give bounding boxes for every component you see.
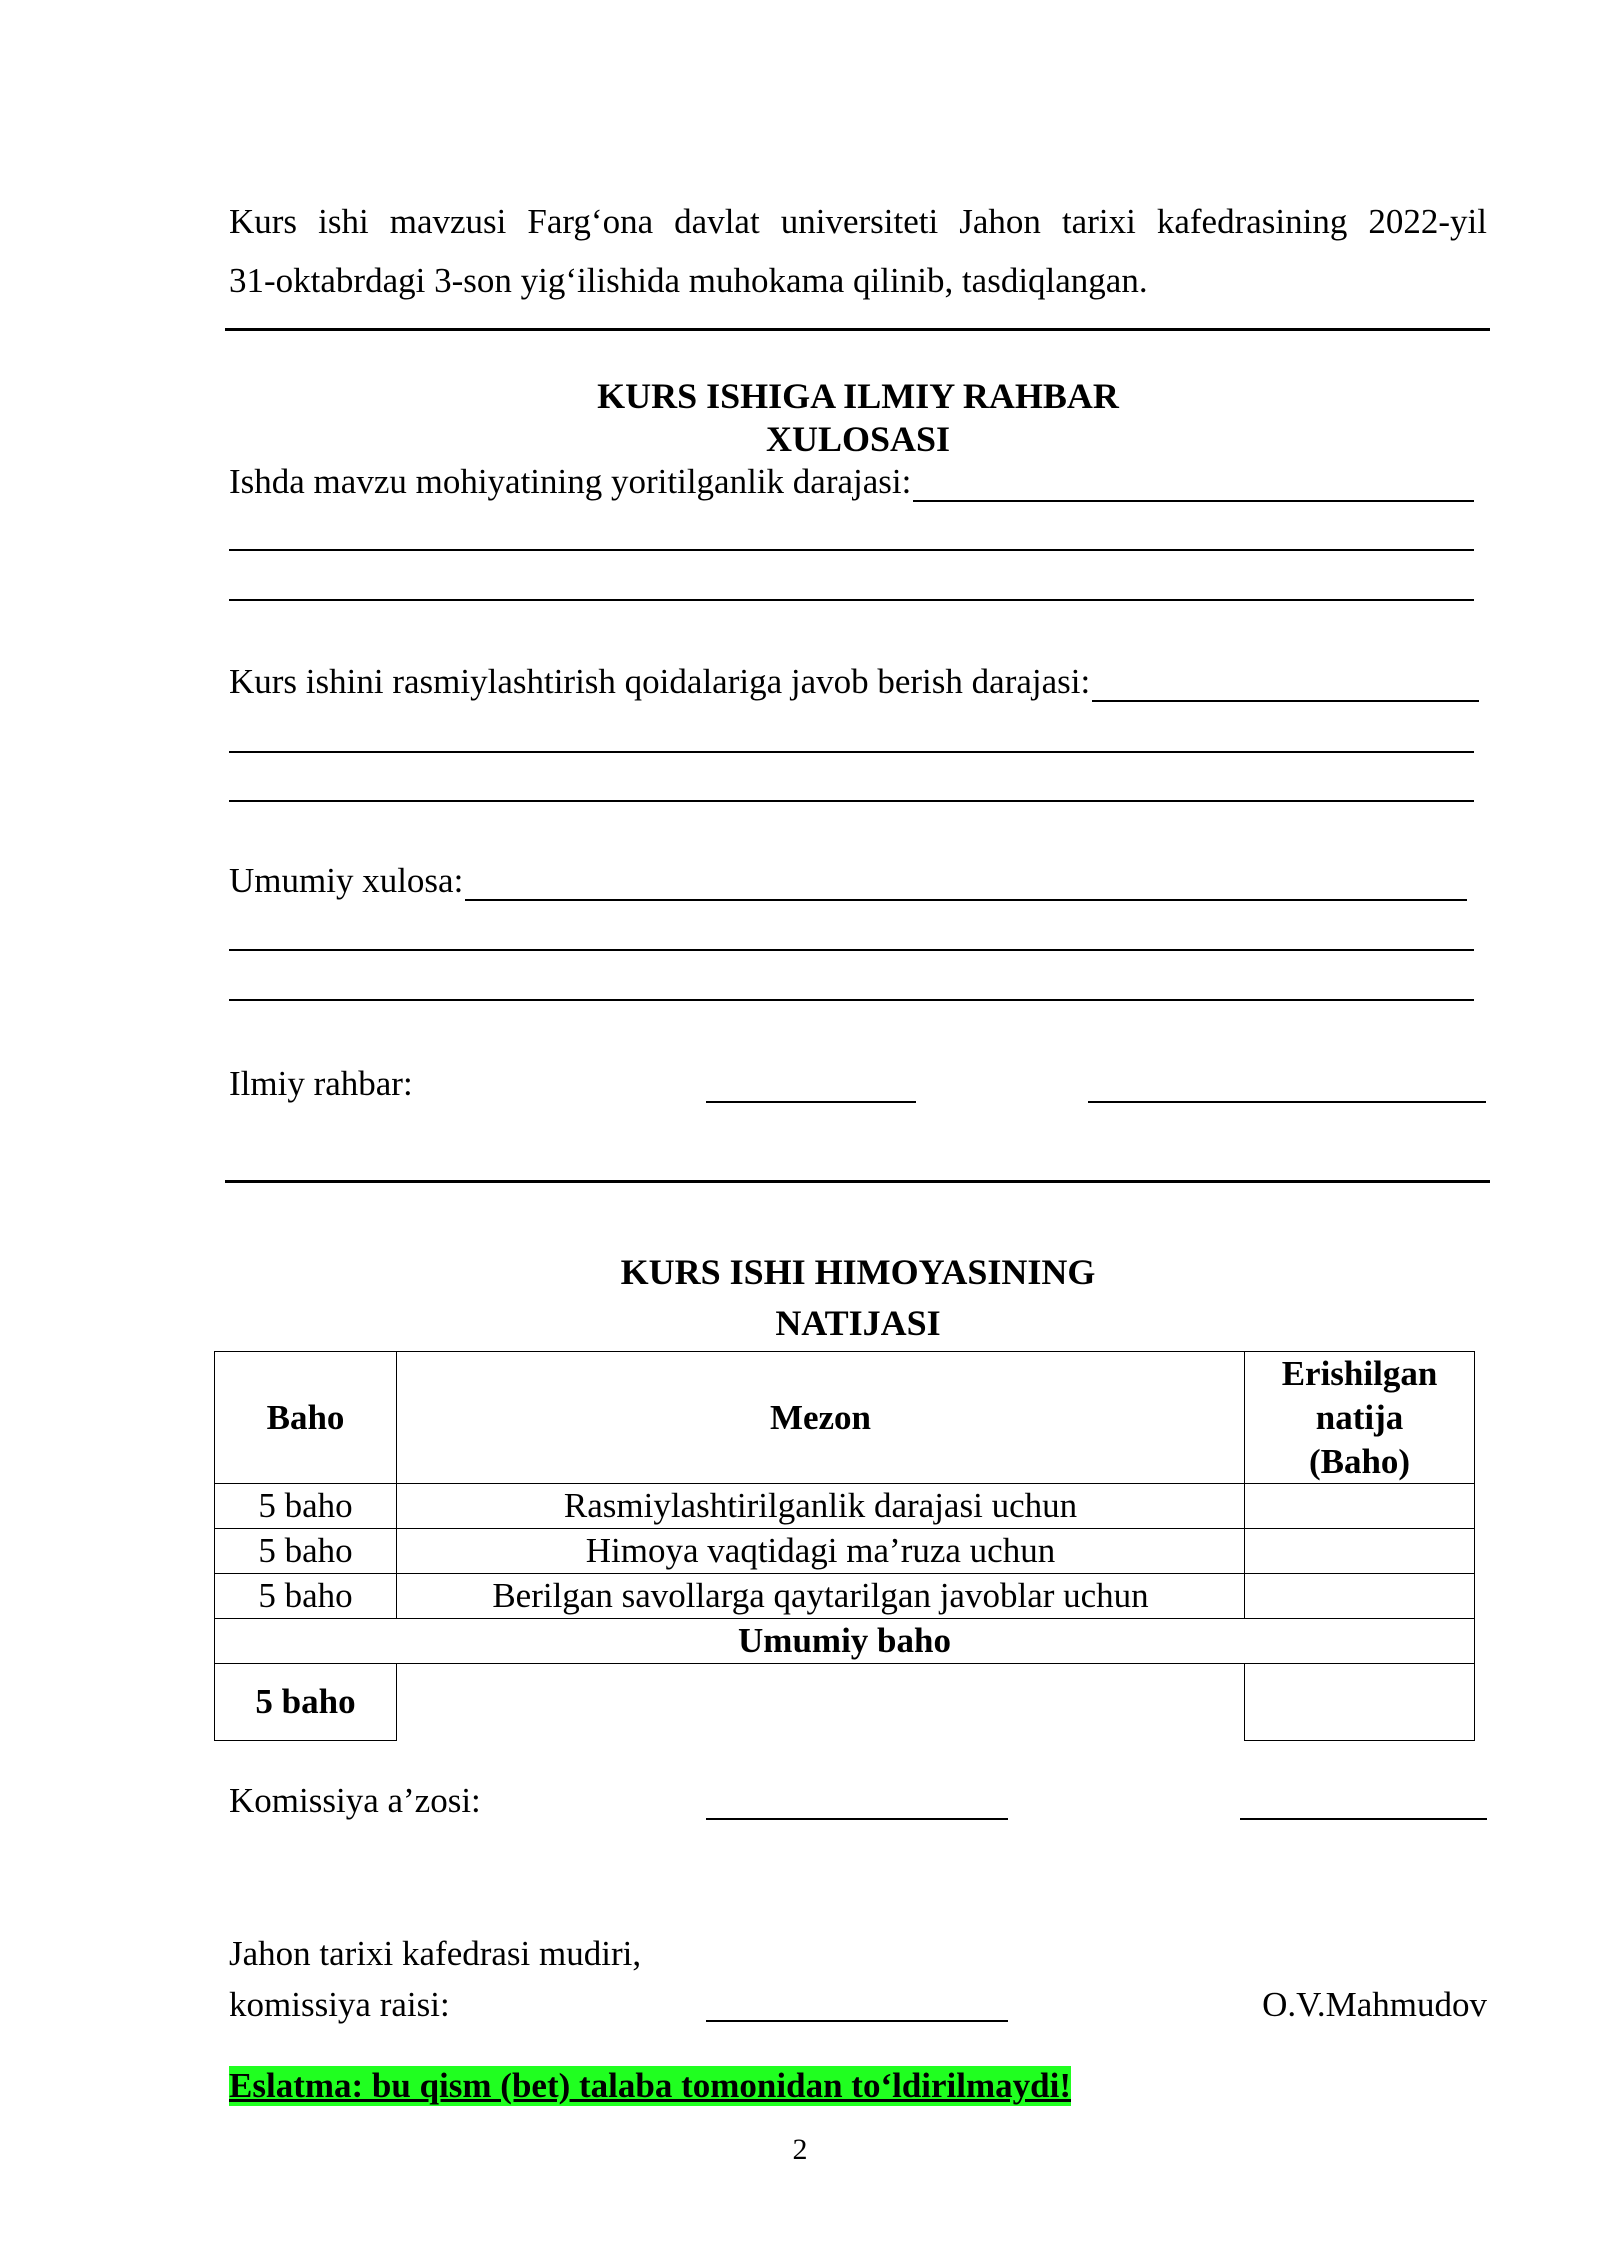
general-conclusion-blank[interactable] bbox=[465, 869, 1467, 901]
formatting-compliance-line-2[interactable] bbox=[229, 751, 1474, 753]
total-result-cell[interactable] bbox=[1245, 1664, 1475, 1741]
defense-results-table bbox=[214, 1351, 1475, 1741]
page-number: 2 bbox=[792, 2133, 808, 2166]
intro-line-1: Kurs ishi mavzusi Farg‘ona davlat universiteti Jahon tarixi kafedrasining 2022-yil bbox=[229, 202, 1487, 241]
section-divider-middle bbox=[225, 1180, 1490, 1183]
general-conclusion-label: Umumiy xulosa: bbox=[229, 861, 464, 900]
row-result-cell[interactable] bbox=[1245, 1484, 1475, 1529]
section-divider-top bbox=[225, 328, 1490, 331]
row-criterion: Berilgan savollarga qaytarilgan javoblar uchun bbox=[397, 1574, 1245, 1619]
row-criterion: Rasmiylashtirilganlik darajasi uchun bbox=[397, 1484, 1245, 1529]
supervisor-signature-label: Ilmiy rahbar: bbox=[229, 1064, 413, 1103]
supervisor-name-blank[interactable] bbox=[1088, 1101, 1486, 1103]
table-row bbox=[215, 1574, 1475, 1619]
general-conclusion-field[interactable] bbox=[229, 861, 1467, 901]
table-row bbox=[215, 1484, 1475, 1529]
row-grade: 5 baho bbox=[215, 1574, 397, 1619]
commission-member-label: Komissiya a’zosi: bbox=[229, 1781, 481, 1820]
table-total-row bbox=[215, 1664, 1475, 1741]
general-conclusion-line-3[interactable] bbox=[229, 999, 1474, 1001]
defense-title-line-1: KURS ISHI HIMOYASINING bbox=[620, 1252, 1096, 1292]
commission-member-signature-blank[interactable] bbox=[706, 1818, 1008, 1820]
table-total-label-row bbox=[215, 1619, 1475, 1664]
row-result-cell[interactable] bbox=[1245, 1529, 1475, 1574]
row-criterion: Himoya vaqtidagi ma’ruza uchun bbox=[397, 1529, 1245, 1574]
supervisor-title-line-2: XULOSASI bbox=[765, 419, 951, 459]
commission-member-name-blank[interactable] bbox=[1240, 1818, 1487, 1820]
total-grade-label: Umumiy baho bbox=[215, 1619, 1475, 1664]
header-criterion: Mezon bbox=[397, 1352, 1245, 1484]
supervisor-signature-blank[interactable] bbox=[706, 1101, 916, 1103]
formatting-compliance-line-3[interactable] bbox=[229, 800, 1474, 802]
coverage-level-blank[interactable] bbox=[913, 470, 1474, 502]
coverage-level-label: Ishda mavzu mohiyatining yoritilganlik darajasi: bbox=[229, 462, 912, 501]
row-result-cell[interactable] bbox=[1245, 1574, 1475, 1619]
formatting-compliance-field[interactable] bbox=[229, 662, 1479, 702]
coverage-level-line-2[interactable] bbox=[229, 549, 1474, 551]
coverage-level-field[interactable] bbox=[229, 462, 1474, 502]
total-spacer-cell bbox=[397, 1664, 1245, 1741]
department-head-label-line-2: komissiya raisi: bbox=[229, 1985, 450, 2024]
coverage-level-line-3[interactable] bbox=[229, 599, 1474, 601]
intro-line-2: 31-oktabrdagi 3-son yig‘ilishida muhokama qilinib, tasdiqlangan. bbox=[229, 261, 1148, 300]
department-head-signature-blank[interactable] bbox=[706, 2020, 1008, 2022]
table-header-row bbox=[215, 1352, 1475, 1484]
header-result-line-3: (Baho) bbox=[1308, 1441, 1411, 1481]
formatting-compliance-blank[interactable] bbox=[1092, 670, 1479, 702]
formatting-compliance-label: Kurs ishini rasmiylashtirish qoidalariga javob berish darajasi: bbox=[229, 662, 1091, 701]
header-result-line-1: Erishilgan bbox=[1281, 1354, 1438, 1393]
row-grade: 5 baho bbox=[215, 1484, 397, 1529]
header-grade: Baho bbox=[215, 1352, 397, 1484]
header-result bbox=[1245, 1352, 1475, 1484]
header-result-line-2: natija bbox=[1315, 1397, 1404, 1437]
defense-title-line-2: NATIJASI bbox=[775, 1303, 941, 1343]
department-head-label-line-1: Jahon tarixi kafedrasi mudiri, bbox=[229, 1934, 642, 1973]
supervisor-title-line-1: KURS ISHIGA ILMIY RAHBAR bbox=[597, 376, 1119, 416]
intro-paragraph bbox=[229, 192, 1487, 310]
row-grade: 5 baho bbox=[215, 1529, 397, 1574]
total-grade-value: 5 baho bbox=[215, 1664, 397, 1741]
general-conclusion-line-2[interactable] bbox=[229, 949, 1474, 951]
table-row bbox=[215, 1529, 1475, 1574]
department-head-name: O.V.Mahmudov bbox=[1262, 1985, 1487, 2024]
note-highlight: Eslatma: bu qism (bet) talaba tomonidan to‘ldirilmaydi! bbox=[229, 2066, 1071, 2105]
